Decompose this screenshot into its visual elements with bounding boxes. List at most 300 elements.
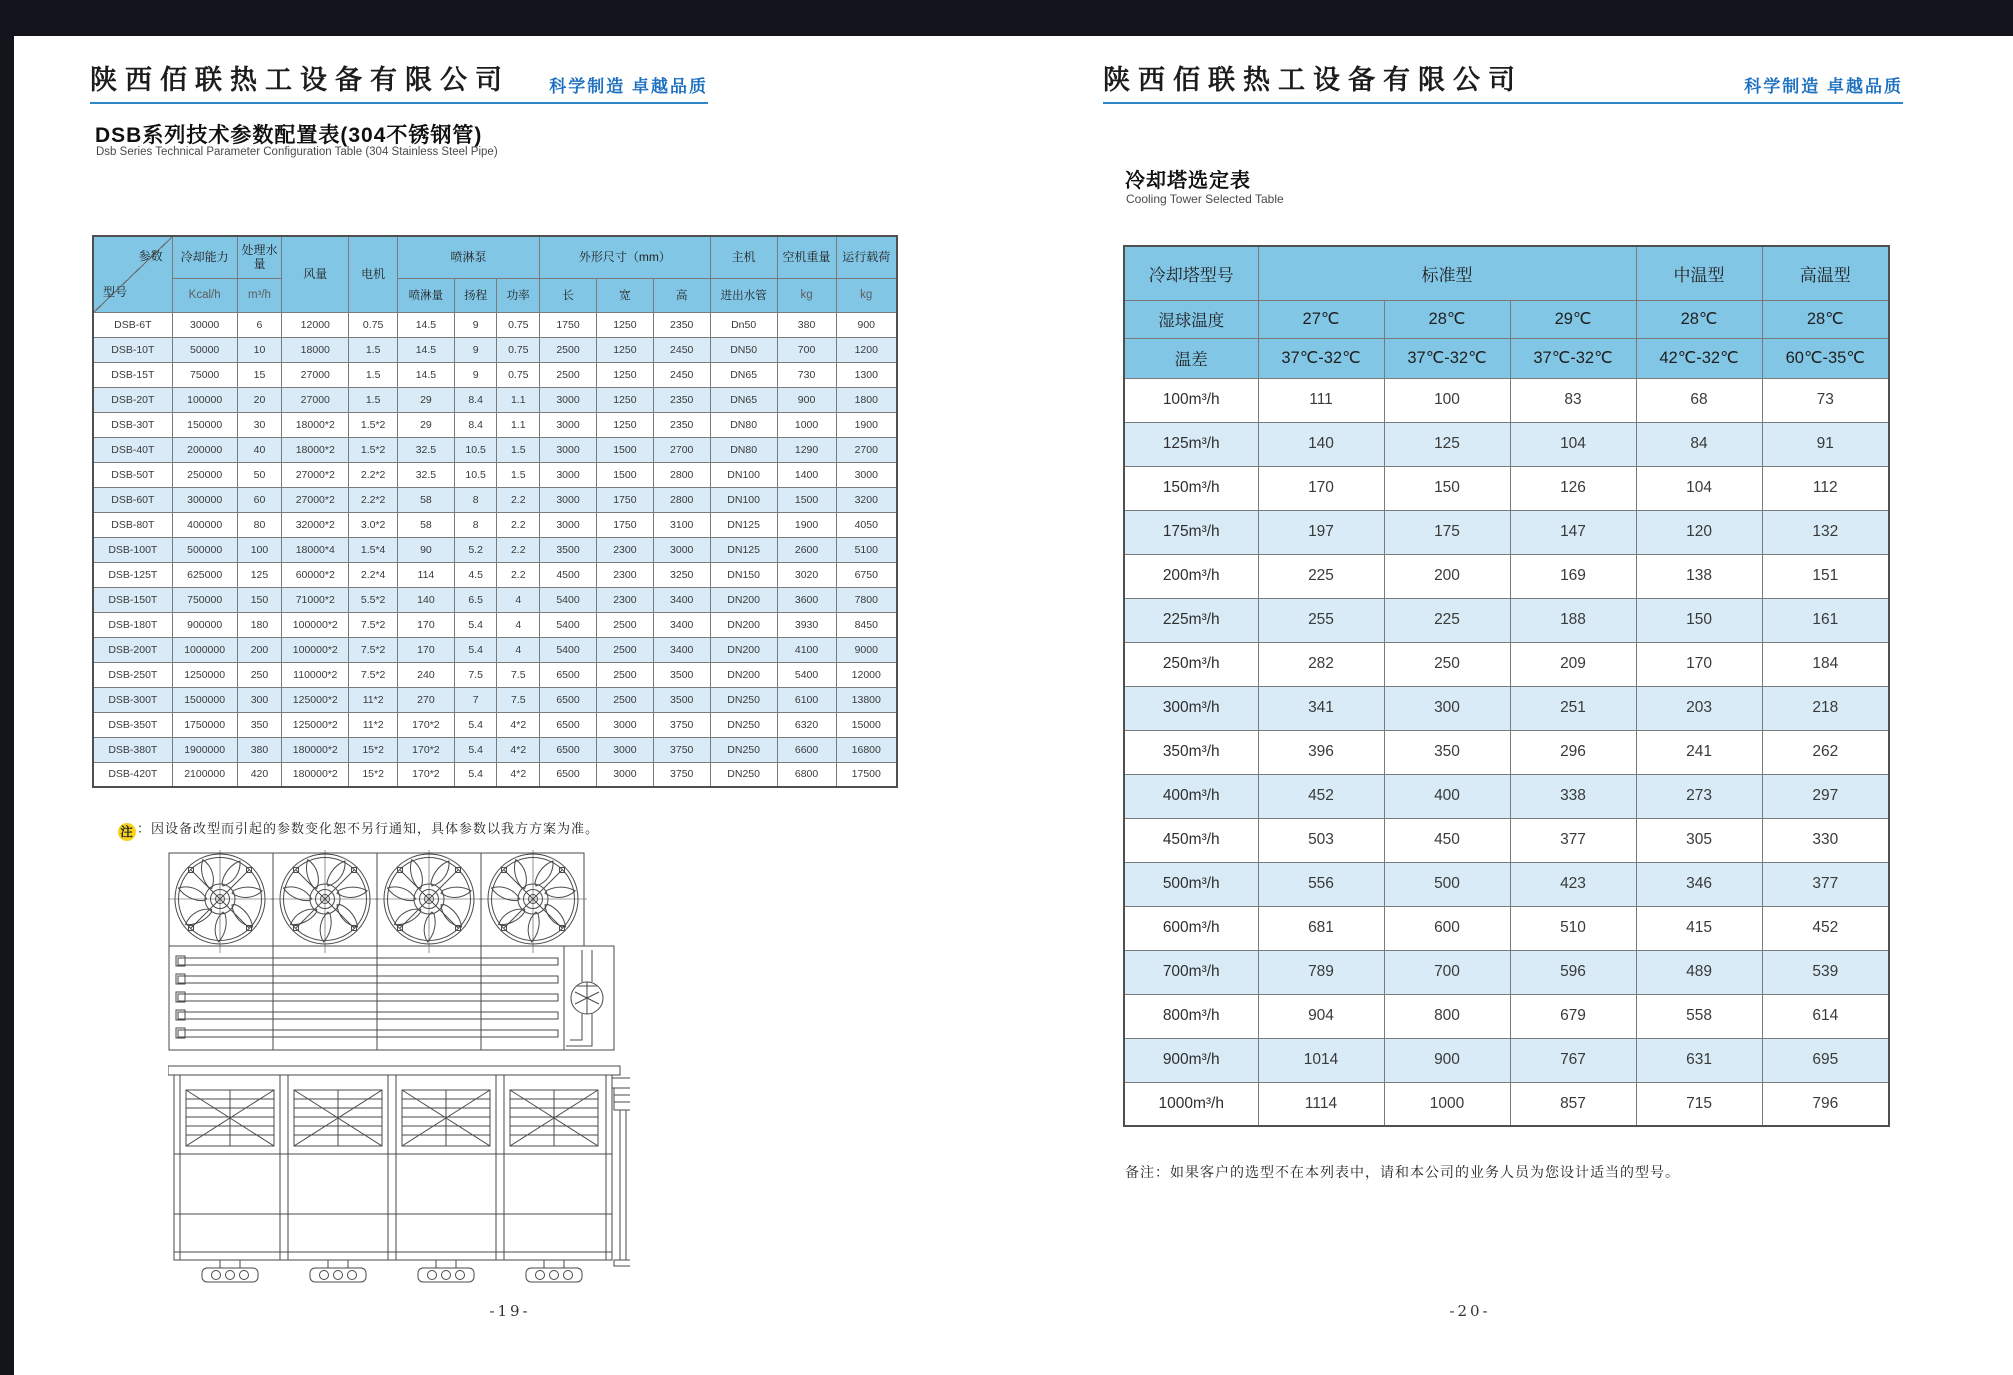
page-subtitle-left: Dsb Series Technical Parameter Configuration Table (304 Stainless Steel Pipe) (96, 146, 498, 158)
table-cell: 1.1 (497, 387, 540, 412)
table-cell: 15*2 (349, 762, 398, 787)
table-cell: 7.5*2 (349, 662, 398, 687)
table-cell: 400m³/h (1124, 774, 1258, 818)
table-cell: 300m³/h (1124, 686, 1258, 730)
table-cell: 112 (1762, 466, 1889, 510)
table-cell: 900m³/h (1124, 1038, 1258, 1082)
table-cell: 5.4 (454, 762, 497, 787)
table-cell: 273 (1636, 774, 1762, 818)
table-cell: 2100000 (172, 762, 237, 787)
table-cell: DN200 (710, 637, 777, 662)
table-cell: Dn50 (710, 312, 777, 337)
table-row (1124, 598, 1889, 642)
table-cell: 5.2 (454, 537, 497, 562)
table-cell: 2700 (653, 437, 710, 462)
table-cell: DSB-200T (93, 637, 172, 662)
table-cell: 7800 (836, 587, 897, 612)
table-cell: 904 (1258, 994, 1384, 1038)
temp-diff-value: 42℃-32℃ (1636, 338, 1762, 378)
table-cell: 3400 (653, 587, 710, 612)
table-cell: 1800 (836, 387, 897, 412)
table-cell: 255 (1258, 598, 1384, 642)
table-cell: 796 (1762, 1082, 1889, 1126)
table-cell: 250 (237, 662, 282, 687)
table-cell: 32.5 (397, 437, 454, 462)
table-cell: 100000 (172, 387, 237, 412)
table-cell: 2450 (653, 362, 710, 387)
remark-text: 备注：如果客户的选型不在本列表中，请和本公司的业务人员为您设计适当的型号。 (1125, 1164, 1680, 1180)
table-cell: 350m³/h (1124, 730, 1258, 774)
table-cell: 500 (1384, 862, 1510, 906)
col-header-lift: 扬程 (454, 278, 497, 312)
table-cell: 900 (777, 387, 836, 412)
table-cell: 2300 (596, 562, 653, 587)
temp-diff-value: 37℃-32℃ (1384, 338, 1510, 378)
table-cell: 1.5 (349, 387, 398, 412)
table-cell: 3.0*2 (349, 512, 398, 537)
table-cell: 4 (497, 637, 540, 662)
table-row (93, 587, 897, 612)
table-cell: 147 (1510, 510, 1636, 554)
table-cell: 169 (1510, 554, 1636, 598)
table-cell: 29 (397, 412, 454, 437)
table-row (1124, 642, 1889, 686)
table-cell: 2800 (653, 462, 710, 487)
table-cell: DSB-50T (93, 462, 172, 487)
table-row (1124, 1038, 1889, 1082)
table-cell: 6 (237, 312, 282, 337)
table-cell: 800 (1384, 994, 1510, 1038)
table-cell: DSB-40T (93, 437, 172, 462)
table-cell: 125000*2 (282, 687, 349, 712)
table-cell: 3600 (777, 587, 836, 612)
table-cell: 170 (1636, 642, 1762, 686)
corner-header-cell (93, 236, 172, 312)
table-cell: 510 (1510, 906, 1636, 950)
table-cell: 250000 (172, 462, 237, 487)
table-row (93, 312, 897, 337)
table-cell: 125 (1384, 422, 1510, 466)
page-number-right: -20- (1449, 1302, 1491, 1320)
table-cell: 262 (1762, 730, 1889, 774)
table-row (93, 637, 897, 662)
table-cell: 161 (1762, 598, 1889, 642)
table-cell: 150000 (172, 412, 237, 437)
table-cell: DSB-10T (93, 337, 172, 362)
col-header-empty-weight: 空机重量 (777, 236, 836, 278)
table-cell: 7.5*2 (349, 637, 398, 662)
table-cell: 3750 (653, 762, 710, 787)
table-cell: 27000 (282, 362, 349, 387)
table-cell: 3000 (596, 737, 653, 762)
col-header-air-volume: 风量 (282, 236, 349, 312)
table-cell: 251 (1510, 686, 1636, 730)
table-row (93, 387, 897, 412)
table-cell: 3000 (653, 537, 710, 562)
table-cell: 17500 (836, 762, 897, 787)
table-cell: 18000*2 (282, 412, 349, 437)
table-cell: 2500 (540, 362, 597, 387)
table-cell: 9 (454, 312, 497, 337)
table-cell: 209 (1510, 642, 1636, 686)
table-cell: DN250 (710, 762, 777, 787)
table-cell: 7.5 (497, 687, 540, 712)
table-cell: 2700 (836, 437, 897, 462)
table-cell: 5.4 (454, 637, 497, 662)
table-cell: 29 (397, 387, 454, 412)
row-header-wet-bulb: 湿球温度 (1124, 300, 1258, 338)
company-tagline: 科学制造 卓越品质 (549, 77, 708, 96)
table-row (93, 462, 897, 487)
table-row (93, 537, 897, 562)
table-cell: 452 (1258, 774, 1384, 818)
table-cell: 15 (237, 362, 282, 387)
table-cell: DN200 (710, 662, 777, 687)
table-cell: DN50 (710, 337, 777, 362)
table-row (1124, 554, 1889, 598)
table-row (1124, 774, 1889, 818)
table-cell: 3200 (836, 487, 897, 512)
table-cell: 13800 (836, 687, 897, 712)
table-cell: 6500 (540, 737, 597, 762)
table-cell: 700 (777, 337, 836, 362)
table-cell: 1.1 (497, 412, 540, 437)
table-cell: 225 (1258, 554, 1384, 598)
row-header-temp-diff: 温差 (1124, 338, 1258, 378)
table-cell: 1.5*2 (349, 412, 398, 437)
table-cell: 0.75 (497, 312, 540, 337)
table-cell: 91 (1762, 422, 1889, 466)
table-cell: DSB-80T (93, 512, 172, 537)
table-cell: 500m³/h (1124, 862, 1258, 906)
table-cell: 250 (1384, 642, 1510, 686)
table-cell: 100000*2 (282, 612, 349, 637)
table-cell: 150 (237, 587, 282, 612)
table-cell: 596 (1510, 950, 1636, 994)
table-cell: 9000 (836, 637, 897, 662)
table-cell: DN80 (710, 437, 777, 462)
table-cell: 700 (1384, 950, 1510, 994)
table-cell: DN100 (710, 462, 777, 487)
table-cell: 2.2 (497, 562, 540, 587)
col-header-spray-volume: 喷淋量 (397, 278, 454, 312)
page-title-left: DSB系列技术参数配置表(304不锈钢管) (95, 124, 483, 147)
table-cell: 7 (454, 687, 497, 712)
table-cell: 730 (777, 362, 836, 387)
table-cell: 6500 (540, 687, 597, 712)
table-cell: 71000*2 (282, 587, 349, 612)
table-row (93, 562, 897, 587)
table-cell: DSB-150T (93, 587, 172, 612)
dsb-spec-table-body (93, 312, 897, 787)
table-cell: 27000*2 (282, 487, 349, 512)
table-cell: DN65 (710, 387, 777, 412)
table-cell: 715 (1636, 1082, 1762, 1126)
col-header-power: 功率 (497, 278, 540, 312)
side-motor (612, 1078, 630, 1266)
table-cell: 6500 (540, 662, 597, 687)
table-cell: 73 (1762, 378, 1889, 422)
table-cell: 200000 (172, 437, 237, 462)
wet-bulb-value: 29℃ (1510, 300, 1636, 338)
table-cell: 16800 (836, 737, 897, 762)
table-cell: 2500 (596, 687, 653, 712)
table-cell: DSB-420T (93, 762, 172, 787)
table-cell: 4*2 (497, 762, 540, 787)
table-cell: DN250 (710, 712, 777, 737)
table-row (1124, 730, 1889, 774)
col-group-dimensions: 外形尺寸（mm） (540, 236, 711, 278)
table-cell: 27000 (282, 387, 349, 412)
table-cell: 350 (237, 712, 282, 737)
table-cell: 1250 (596, 362, 653, 387)
table-cell: DSB-15T (93, 362, 172, 387)
table-cell: 1500 (596, 462, 653, 487)
table-cell: 197 (1258, 510, 1384, 554)
table-row (93, 437, 897, 462)
table-cell: 120 (1636, 510, 1762, 554)
table-cell: 3000 (596, 762, 653, 787)
table-cell: 138 (1636, 554, 1762, 598)
table-cell: 1250 (596, 412, 653, 437)
table-cell: 203 (1636, 686, 1762, 730)
table-cell: 1500 (777, 487, 836, 512)
table-row (93, 662, 897, 687)
cooling-tower-top-view-drawing (168, 850, 630, 1056)
table-cell: 5100 (836, 537, 897, 562)
page-number-left: -19- (489, 1302, 531, 1320)
table-cell: 2450 (653, 337, 710, 362)
table-cell: 114 (397, 562, 454, 587)
table-cell: 297 (1762, 774, 1889, 818)
col-group-spray-pump: 喷淋泵 (397, 236, 539, 278)
table-cell: 2.2*2 (349, 487, 398, 512)
col-header-motor: 电机 (349, 236, 398, 312)
wet-bulb-value: 28℃ (1762, 300, 1889, 338)
table-cell: 400 (1384, 774, 1510, 818)
table-cell: 3000 (540, 487, 597, 512)
table-cell: 350 (1384, 730, 1510, 774)
table-cell: 200 (237, 637, 282, 662)
col-header-cooling-capacity: 冷却能力 (172, 236, 237, 278)
table-cell: 1.5*2 (349, 437, 398, 462)
table-cell: 32000*2 (282, 512, 349, 537)
unit-kcal: Kcal/h (172, 278, 237, 312)
table-cell: DN125 (710, 512, 777, 537)
table-cell: 6500 (540, 712, 597, 737)
table-cell: 3500 (540, 537, 597, 562)
table-cell: 9 (454, 362, 497, 387)
table-cell: 180000*2 (282, 762, 349, 787)
table-row (93, 337, 897, 362)
table-row (93, 362, 897, 387)
table-cell: 7.5*2 (349, 612, 398, 637)
table-cell: DSB-380T (93, 737, 172, 762)
table-cell: 125m³/h (1124, 422, 1258, 466)
table-cell: DSB-250T (93, 662, 172, 687)
table-cell: 12000 (282, 312, 349, 337)
table-cell: 3000 (596, 712, 653, 737)
table-cell: 170 (397, 637, 454, 662)
table-cell: 1750 (596, 512, 653, 537)
table-cell: DSB-350T (93, 712, 172, 737)
table-cell: 1000000 (172, 637, 237, 662)
company-name: 陕西佰联热工设备有限公司 (90, 65, 510, 96)
table-cell: 3000 (836, 462, 897, 487)
table-cell: 300000 (172, 487, 237, 512)
table-cell: 132 (1762, 510, 1889, 554)
table-cell: 1014 (1258, 1038, 1384, 1082)
table-cell: 380 (777, 312, 836, 337)
table-cell: DN200 (710, 612, 777, 637)
table-cell: 6100 (777, 687, 836, 712)
table-cell: 4 (497, 612, 540, 637)
table-cell: 240 (397, 662, 454, 687)
table-cell: 1.5 (349, 337, 398, 362)
table-cell: 380 (237, 737, 282, 762)
table-cell: 83 (1510, 378, 1636, 422)
table-cell: 1900000 (172, 737, 237, 762)
table-cell: DSB-125T (93, 562, 172, 587)
table-cell: DN250 (710, 687, 777, 712)
table-cell: 3400 (653, 637, 710, 662)
table-row (1124, 466, 1889, 510)
table-cell: 0.75 (497, 362, 540, 387)
table-cell: 1750 (596, 487, 653, 512)
table-cell: DSB-180T (93, 612, 172, 637)
table-cell: 1.5 (497, 437, 540, 462)
table-cell: 1.5 (349, 362, 398, 387)
table-cell: DN65 (710, 362, 777, 387)
table-cell: 100 (237, 537, 282, 562)
wet-bulb-value: 28℃ (1384, 300, 1510, 338)
table-cell: 800m³/h (1124, 994, 1258, 1038)
table-cell: 539 (1762, 950, 1889, 994)
table-cell: 400000 (172, 512, 237, 537)
dsb-spec-table (92, 235, 898, 788)
table-cell: 150 (1636, 598, 1762, 642)
table-cell: 2350 (653, 412, 710, 437)
table-cell: 900 (1384, 1038, 1510, 1082)
table-cell: DSB-300T (93, 687, 172, 712)
table-cell: 5400 (540, 612, 597, 637)
table-cell: DSB-6T (93, 312, 172, 337)
table-cell: 423 (1510, 862, 1636, 906)
table-cell: DSB-60T (93, 487, 172, 512)
table-cell: 170 (397, 612, 454, 637)
table-cell: 681 (1258, 906, 1384, 950)
table-cell: 1250000 (172, 662, 237, 687)
company-name: 陕西佰联热工设备有限公司 (1103, 65, 1523, 96)
table-cell: 10.5 (454, 437, 497, 462)
table-cell: 2300 (596, 587, 653, 612)
col-header-water-volume: 处理水量 (237, 236, 282, 278)
table-cell: 125 (237, 562, 282, 587)
table-cell: 68 (1636, 378, 1762, 422)
table-cell: 0.75 (349, 312, 398, 337)
table-cell: 241 (1636, 730, 1762, 774)
cooling-tower-selection-table (1123, 245, 1890, 1127)
table-cell: 2500 (596, 612, 653, 637)
table-cell: 100 (1384, 378, 1510, 422)
table-cell: 140 (1258, 422, 1384, 466)
table-row (1124, 686, 1889, 730)
page-subtitle-right: Cooling Tower Selected Table (1126, 192, 1284, 206)
table-cell: 3000 (540, 437, 597, 462)
table-cell: DN80 (710, 412, 777, 437)
table-cell: 60 (237, 487, 282, 512)
table-row (1124, 862, 1889, 906)
top-edge-bar (0, 0, 2013, 36)
table-cell: DN200 (710, 587, 777, 612)
table-cell: 695 (1762, 1038, 1889, 1082)
table-row (93, 737, 897, 762)
col-header-tower-model: 冷却塔型号 (1124, 246, 1258, 300)
table-cell: DSB-30T (93, 412, 172, 437)
table-row (93, 762, 897, 787)
table-cell: 452 (1762, 906, 1889, 950)
table-cell: 900000 (172, 612, 237, 637)
note-highlight-badge: 注 (118, 823, 136, 841)
table-cell: 558 (1636, 994, 1762, 1038)
table-cell: 1300 (836, 362, 897, 387)
table-cell: 3500 (653, 662, 710, 687)
table-cell: 1400 (777, 462, 836, 487)
table-cell: 7.5 (497, 662, 540, 687)
table-cell: 6800 (777, 762, 836, 787)
table-cell: 600 (1384, 906, 1510, 950)
table-cell: 679 (1510, 994, 1636, 1038)
table-cell: 111 (1258, 378, 1384, 422)
table-cell: 4.5 (454, 562, 497, 587)
table-cell: 18000 (282, 337, 349, 362)
table-cell: 3500 (653, 687, 710, 712)
table-row (1124, 950, 1889, 994)
table-cell: 5.5*2 (349, 587, 398, 612)
table-row (1124, 906, 1889, 950)
table-cell: 1250 (596, 312, 653, 337)
table-cell: 110000*2 (282, 662, 349, 687)
table-cell: 218 (1762, 686, 1889, 730)
table-cell: 300 (1384, 686, 1510, 730)
table-cell: 6750 (836, 562, 897, 587)
table-cell: 170*2 (397, 762, 454, 787)
table-cell: 2350 (653, 387, 710, 412)
table-cell: 200 (1384, 554, 1510, 598)
table-cell: 2300 (596, 537, 653, 562)
table-cell: 75000 (172, 362, 237, 387)
table-cell: 5.4 (454, 612, 497, 637)
page-header-right (1103, 58, 1903, 104)
table-cell: 1290 (777, 437, 836, 462)
table-cell: 8450 (836, 612, 897, 637)
table-cell: 80 (237, 512, 282, 537)
table-cell: 3000 (540, 462, 597, 487)
table-cell: 282 (1258, 642, 1384, 686)
table-cell: 140 (397, 587, 454, 612)
table-cell: 5400 (540, 637, 597, 662)
col-header-mid-temp-type: 中温型 (1636, 246, 1762, 300)
table-cell: 175 (1384, 510, 1510, 554)
unit-m3h: m³/h (237, 278, 282, 312)
table-cell: 1114 (1258, 1082, 1384, 1126)
table-cell: DN100 (710, 487, 777, 512)
table-cell: 170 (1258, 466, 1384, 510)
table-cell: 6.5 (454, 587, 497, 612)
table-cell: 0.75 (497, 337, 540, 362)
table-cell: 631 (1636, 1038, 1762, 1082)
col-group-standard-type: 标准型 (1258, 246, 1636, 300)
